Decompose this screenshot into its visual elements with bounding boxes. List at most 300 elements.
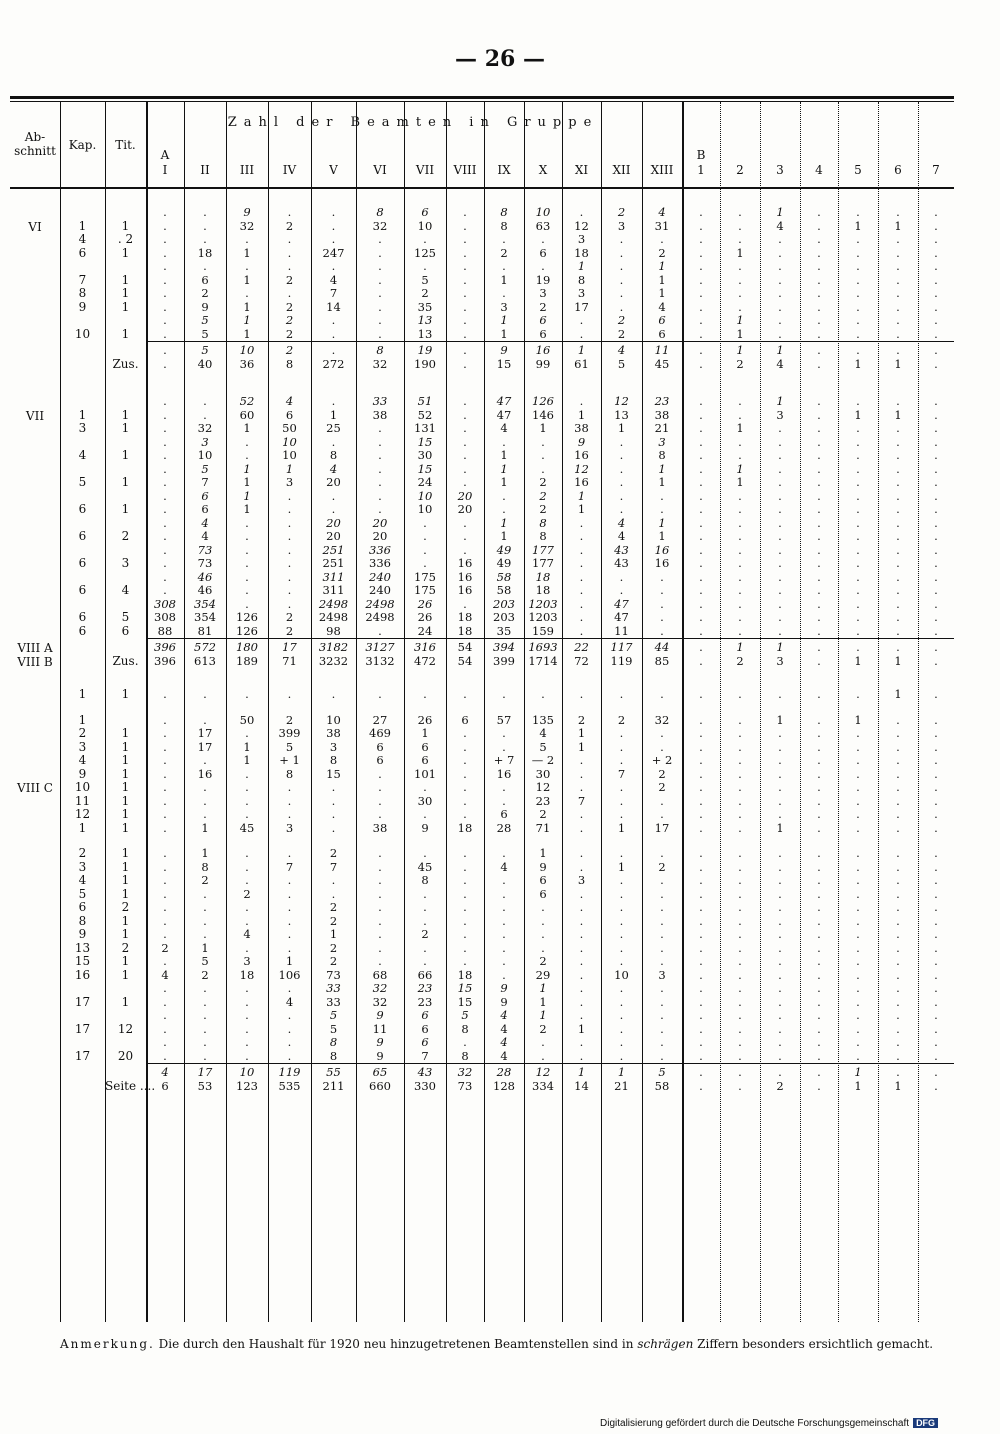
empty-cell-dot: . xyxy=(163,780,167,794)
table-cell: 1 xyxy=(500,461,508,476)
table-cell: 5 xyxy=(201,313,209,327)
empty-cell-dot: . xyxy=(856,886,860,901)
table-cell: 240 xyxy=(369,569,391,584)
empty-cell-dot: . xyxy=(738,569,742,584)
empty-cell-dot: . xyxy=(619,846,624,860)
empty-cell-dot: . xyxy=(287,286,292,300)
empty-cell-dot: . xyxy=(778,461,782,476)
header-rule xyxy=(10,187,954,189)
row-kap: 10 xyxy=(74,326,91,341)
table-cell: 8 xyxy=(421,873,429,887)
empty-cell-dot: . xyxy=(378,807,382,821)
row-tit: 2 xyxy=(121,940,130,955)
empty-cell-dot: . xyxy=(203,407,207,422)
table-cell: 10 xyxy=(326,712,341,727)
empty-cell-dot: . xyxy=(463,596,467,611)
empty-cell-dot: . xyxy=(378,780,382,794)
empty-cell-dot: . xyxy=(934,356,938,371)
empty-cell-dot: . xyxy=(378,299,382,314)
row-tit: 1 xyxy=(121,913,130,928)
empty-cell-dot: . xyxy=(660,913,664,928)
empty-cell-dot: . xyxy=(896,488,900,503)
empty-cell-dot: . xyxy=(331,780,336,794)
empty-cell-dot: . xyxy=(287,913,292,928)
empty-cell-dot: . xyxy=(287,596,292,611)
empty-cell-dot: . xyxy=(934,873,938,887)
empty-cell-dot: . xyxy=(856,820,860,835)
empty-cell-dot: . xyxy=(463,687,467,701)
table-cell: 1 xyxy=(243,475,251,489)
empty-cell-dot: . xyxy=(856,940,860,955)
empty-cell-dot: . xyxy=(579,687,584,701)
empty-cell-dot: . xyxy=(699,205,703,219)
header-col-3: 3 xyxy=(776,163,784,177)
empty-cell-dot: . xyxy=(896,954,900,968)
empty-cell-dot: . xyxy=(934,726,938,740)
empty-cell-dot: . xyxy=(378,272,382,287)
empty-cell-dot: . xyxy=(541,434,545,449)
table-cell: 1 xyxy=(243,245,251,260)
header-col-IV: IV xyxy=(282,163,297,177)
empty-cell-dot: . xyxy=(738,529,742,543)
footnote-lead: Anmerkung. xyxy=(60,1337,155,1351)
table-cell: 12 xyxy=(535,1065,551,1079)
table-cell: 177 xyxy=(532,542,554,557)
empty-cell-dot: . xyxy=(245,596,249,611)
table-cell: 98 xyxy=(326,623,341,638)
table-cell: 38 xyxy=(372,407,388,422)
table-cell: 24 xyxy=(417,475,433,489)
row-kap: 17 xyxy=(74,1048,91,1063)
section-label: VIII C xyxy=(17,781,53,795)
empty-cell-dot: . xyxy=(163,886,167,901)
empty-cell-dot: . xyxy=(934,394,938,408)
empty-cell-dot: . xyxy=(463,766,467,781)
table-cell: 5 xyxy=(201,461,209,476)
empty-cell-dot: . xyxy=(699,394,703,408)
empty-cell-dot: . xyxy=(817,820,821,835)
table-cell: 2 xyxy=(776,1078,784,1093)
empty-cell-dot: . xyxy=(778,488,782,503)
empty-cell-dot: . xyxy=(778,569,782,584)
table-cell: 123 xyxy=(236,1078,258,1093)
row-tit: 1 xyxy=(121,421,130,435)
empty-cell-dot: . xyxy=(738,583,742,597)
row-kap: 4 xyxy=(78,448,87,462)
table-cell: 1 xyxy=(894,218,902,233)
table-cell: 38 xyxy=(372,820,388,835)
empty-cell-dot: . xyxy=(817,994,821,1009)
empty-cell-dot: . xyxy=(287,556,292,570)
table-cell: 38 xyxy=(574,421,589,435)
table-cell: 3 xyxy=(577,232,586,246)
empty-cell-dot: . xyxy=(699,726,703,740)
empty-cell-dot: . xyxy=(619,954,624,968)
table-cell: 189 xyxy=(236,653,258,668)
table-cell: 3 xyxy=(658,434,666,449)
table-cell: 175 xyxy=(414,569,436,584)
empty-cell-dot: . xyxy=(463,873,467,887)
table-cell: 49 xyxy=(496,556,512,570)
empty-cell-dot: . xyxy=(738,272,742,287)
table-cell: 50 xyxy=(282,421,297,435)
empty-cell-dot: . xyxy=(287,793,292,808)
table-cell: 2 xyxy=(201,286,209,300)
table-cell: 5 xyxy=(329,1021,338,1036)
table-cell: 51 xyxy=(417,394,433,408)
table-cell: 20 xyxy=(326,529,341,543)
empty-cell-dot: . xyxy=(934,205,938,219)
empty-cell-dot: . xyxy=(699,461,703,476)
empty-cell-dot: . xyxy=(738,1008,742,1022)
empty-cell-dot: . xyxy=(660,583,664,597)
empty-cell-dot: . xyxy=(738,1048,742,1063)
table-cell: 1 xyxy=(617,859,626,874)
table-cell: 1 xyxy=(617,421,626,435)
empty-cell-dot: . xyxy=(817,712,821,727)
empty-cell-dot: . xyxy=(579,596,584,611)
empty-cell-dot: . xyxy=(856,623,860,638)
table-cell: 334 xyxy=(532,1078,554,1093)
row-kap: 6 xyxy=(78,583,87,597)
row-kap: 6 xyxy=(78,623,87,638)
table-cell: 2 xyxy=(329,846,338,860)
empty-cell-dot: . xyxy=(245,981,249,995)
empty-cell-dot: . xyxy=(778,434,782,449)
empty-cell-dot: . xyxy=(699,407,703,422)
table-cell: 330 xyxy=(414,1078,436,1093)
empty-cell-dot: . xyxy=(817,623,821,638)
row-tit: 1 xyxy=(121,218,130,233)
empty-cell-dot: . xyxy=(856,434,860,449)
empty-cell-dot: . xyxy=(856,232,860,246)
empty-cell-dot: . xyxy=(699,1065,703,1079)
table-cell: 24 xyxy=(417,623,433,638)
empty-cell-dot: . xyxy=(660,502,664,516)
row-kap: 6 xyxy=(78,556,87,570)
empty-cell-dot: . xyxy=(287,1021,292,1036)
header-col-VII: VII xyxy=(415,163,435,177)
empty-cell-dot: . xyxy=(778,596,782,611)
row-tit: . 2 xyxy=(117,232,134,246)
table-cell: 336 xyxy=(369,556,391,570)
empty-cell-dot: . xyxy=(778,515,782,530)
header-col-V: V xyxy=(329,163,338,177)
empty-cell-dot: . xyxy=(163,873,167,887)
empty-cell-dot: . xyxy=(331,434,336,449)
empty-cell-dot: . xyxy=(463,407,467,422)
table-cell: 10 xyxy=(614,967,629,982)
table-cell: 58 xyxy=(496,569,512,584)
empty-cell-dot: . xyxy=(896,859,900,874)
empty-cell-dot: . xyxy=(934,556,938,570)
empty-cell-dot: . xyxy=(245,913,249,928)
table-cell: 18 xyxy=(535,583,551,597)
empty-cell-dot: . xyxy=(817,640,821,654)
row-tit: 1 xyxy=(121,245,130,260)
empty-cell-dot: . xyxy=(778,623,782,638)
empty-cell-dot: . xyxy=(660,873,664,887)
empty-cell-dot: . xyxy=(856,205,860,219)
empty-cell-dot: . xyxy=(660,900,664,914)
table-cell: 54 xyxy=(457,640,473,654)
empty-cell-dot: . xyxy=(856,793,860,808)
table-cell: 180 xyxy=(236,640,258,654)
table-cell: + 7 xyxy=(493,753,515,767)
table-cell: 8 xyxy=(500,218,508,233)
empty-cell-dot: . xyxy=(699,807,703,821)
empty-cell-dot: . xyxy=(502,886,506,901)
table-cell: 1 xyxy=(776,394,784,408)
empty-cell-dot: . xyxy=(817,502,821,516)
empty-cell-dot: . xyxy=(463,448,467,462)
empty-cell-dot: . xyxy=(738,967,742,982)
empty-cell-dot: . xyxy=(738,542,742,557)
table-cell: 17 xyxy=(654,820,670,835)
table-cell: 8 xyxy=(461,1048,469,1063)
empty-cell-dot: . xyxy=(378,913,382,928)
empty-cell-dot: . xyxy=(203,807,207,821)
row-kap: 10 xyxy=(74,780,91,794)
row-tit: 1 xyxy=(121,766,130,781)
empty-cell-dot: . xyxy=(817,245,821,260)
table-cell: 10 xyxy=(535,205,551,219)
table-cell: 4 xyxy=(161,1065,169,1079)
empty-cell-dot: . xyxy=(699,766,703,781)
empty-cell-dot: . xyxy=(579,313,584,327)
empty-cell-dot: . xyxy=(856,927,860,941)
table-cell: 50 xyxy=(239,712,255,727)
table-cell: 20 xyxy=(457,502,473,516)
table-cell: 1 xyxy=(285,954,294,968)
empty-cell-dot: . xyxy=(896,967,900,982)
table-cell: 3 xyxy=(577,286,586,300)
empty-cell-dot: . xyxy=(619,900,624,914)
empty-cell-dot: . xyxy=(163,218,167,233)
table-cell: 61 xyxy=(574,356,589,371)
empty-cell-dot: . xyxy=(331,232,336,246)
empty-cell-dot: . xyxy=(934,954,938,968)
table-cell: 135 xyxy=(532,712,554,727)
empty-cell-dot: . xyxy=(856,954,860,968)
empty-cell-dot: . xyxy=(163,583,167,597)
table-cell: 3182 xyxy=(318,640,349,654)
empty-cell-dot: . xyxy=(619,994,624,1009)
empty-cell-dot: . xyxy=(699,793,703,808)
table-cell: 29 xyxy=(535,967,551,982)
empty-cell-dot: . xyxy=(856,967,860,982)
table-cell: 43 xyxy=(614,542,629,557)
table-cell: 1 xyxy=(617,820,626,835)
table-cell: 17 xyxy=(197,739,213,754)
row-tit: 1 xyxy=(121,807,130,821)
row-tit: 1 xyxy=(121,753,130,767)
empty-cell-dot: . xyxy=(934,245,938,260)
table-cell: 6 xyxy=(539,326,547,341)
empty-cell-dot: . xyxy=(579,394,584,408)
empty-cell-dot: . xyxy=(502,873,506,887)
table-cell: 16 xyxy=(197,766,213,781)
empty-cell-dot: . xyxy=(896,394,900,408)
table-cell: 1 xyxy=(500,313,508,327)
empty-cell-dot: . xyxy=(738,981,742,995)
table-cell: 4 xyxy=(500,1008,508,1022)
empty-cell-dot: . xyxy=(778,913,782,928)
empty-cell-dot: . xyxy=(817,927,821,941)
empty-cell-dot: . xyxy=(287,515,292,530)
empty-cell-dot: . xyxy=(163,356,167,371)
subtotal-rule xyxy=(146,638,954,639)
empty-cell-dot: . xyxy=(896,981,900,995)
empty-cell-dot: . xyxy=(163,502,167,516)
header-col-I: I xyxy=(162,163,168,177)
table-cell: 1 xyxy=(894,407,902,422)
empty-cell-dot: . xyxy=(245,259,249,273)
empty-cell-dot: . xyxy=(699,1048,703,1063)
table-cell: — 2 xyxy=(531,753,555,767)
row-tit: 2 xyxy=(121,900,130,914)
empty-cell-dot: . xyxy=(738,994,742,1009)
table-cell: 2 xyxy=(539,807,547,821)
empty-cell-dot: . xyxy=(856,326,860,341)
empty-cell-dot: . xyxy=(502,232,506,246)
empty-cell-dot: . xyxy=(463,846,467,860)
empty-cell-dot: . xyxy=(463,205,467,219)
table-cell: 5 xyxy=(201,954,209,968)
empty-cell-dot: . xyxy=(934,529,938,543)
row-kap: 13 xyxy=(74,940,91,955)
table-cell: 71 xyxy=(282,653,297,668)
table-cell: 38 xyxy=(654,407,670,422)
table-cell: 1 xyxy=(854,407,862,422)
empty-cell-dot: . xyxy=(463,394,467,408)
empty-cell-dot: . xyxy=(245,859,249,874)
empty-cell-dot: . xyxy=(378,259,382,273)
empty-cell-dot: . xyxy=(502,286,506,300)
empty-cell-dot: . xyxy=(463,739,467,754)
empty-cell-dot: . xyxy=(856,687,860,701)
empty-cell-dot: . xyxy=(619,927,624,941)
empty-cell-dot: . xyxy=(579,807,584,821)
empty-cell-dot: . xyxy=(203,1035,207,1049)
empty-cell-dot: . xyxy=(463,232,467,246)
empty-cell-dot: . xyxy=(738,846,742,860)
table-cell: 15 xyxy=(457,994,473,1009)
empty-cell-dot: . xyxy=(778,542,782,557)
empty-cell-dot: . xyxy=(619,793,624,808)
empty-cell-dot: . xyxy=(778,927,782,941)
table-cell: 18 xyxy=(457,967,473,982)
empty-cell-dot: . xyxy=(203,218,207,233)
empty-cell-dot: . xyxy=(203,394,207,408)
empty-cell-dot: . xyxy=(619,687,624,701)
empty-cell-dot: . xyxy=(660,1048,664,1063)
table-cell: 17 xyxy=(197,1065,213,1079)
empty-cell-dot: . xyxy=(778,313,782,327)
table-cell: 9 xyxy=(539,859,547,874)
empty-cell-dot: . xyxy=(287,780,292,794)
empty-cell-dot: . xyxy=(934,475,938,489)
empty-cell-dot: . xyxy=(163,927,167,941)
empty-cell-dot: . xyxy=(660,610,664,624)
table-cell: 2 xyxy=(617,313,626,327)
empty-cell-dot: . xyxy=(541,900,545,914)
table-cell: 32 xyxy=(239,218,255,233)
empty-cell-dot: . xyxy=(896,640,900,654)
row-kap: 9 xyxy=(78,299,87,314)
table-cell: 3127 xyxy=(365,640,395,654)
empty-cell-dot: . xyxy=(463,940,467,955)
empty-cell-dot: . xyxy=(934,653,938,668)
empty-cell-dot: . xyxy=(856,299,860,314)
table-cell: 469 xyxy=(369,726,391,740)
table-cell: 32 xyxy=(457,1065,473,1079)
empty-cell-dot: . xyxy=(934,299,938,314)
empty-cell-dot: . xyxy=(245,873,249,887)
empty-cell-dot: . xyxy=(660,623,664,638)
table-cell: 1 xyxy=(329,407,338,422)
table-cell: 73 xyxy=(457,1078,473,1093)
empty-cell-dot: . xyxy=(934,583,938,597)
empty-cell-dot: . xyxy=(163,793,167,808)
empty-cell-dot: . xyxy=(423,259,427,273)
empty-cell-dot: . xyxy=(245,780,249,794)
table-cell: 1 xyxy=(658,475,666,489)
row-kap: 2 xyxy=(78,846,87,860)
empty-cell-dot: . xyxy=(287,259,292,273)
empty-cell-dot: . xyxy=(287,1048,292,1063)
empty-cell-dot: . xyxy=(203,259,207,273)
table-cell: 1 xyxy=(736,245,744,260)
empty-cell-dot: . xyxy=(502,940,506,955)
table-cell: 15 xyxy=(417,434,433,449)
table-cell: 16 xyxy=(457,583,473,597)
empty-cell-dot: . xyxy=(245,556,249,570)
table-cell: 5 xyxy=(201,343,209,357)
empty-cell-dot: . xyxy=(163,461,167,476)
row-kap: 6 xyxy=(78,502,87,516)
empty-cell-dot: . xyxy=(856,981,860,995)
table-cell: 1 xyxy=(894,653,902,668)
table-cell: 47 xyxy=(614,596,629,611)
empty-cell-dot: . xyxy=(817,529,821,543)
empty-cell-dot: . xyxy=(738,940,742,955)
table-cell: 6 xyxy=(161,1078,169,1093)
empty-cell-dot: . xyxy=(378,245,382,260)
empty-cell-dot: . xyxy=(934,687,938,701)
table-cell: 5 xyxy=(461,1008,469,1022)
empty-cell-dot: . xyxy=(163,807,167,821)
empty-cell-dot: . xyxy=(287,245,292,260)
empty-cell-dot: . xyxy=(699,873,703,887)
empty-cell-dot: . xyxy=(245,687,249,701)
empty-cell-dot: . xyxy=(163,712,167,727)
empty-cell-dot: . xyxy=(738,793,742,808)
empty-cell-dot: . xyxy=(896,726,900,740)
empty-cell-dot: . xyxy=(856,859,860,874)
empty-cell-dot: . xyxy=(579,623,584,638)
empty-cell-dot: . xyxy=(817,653,821,668)
table-cell: 12 xyxy=(574,461,589,476)
table-cell: 119 xyxy=(278,1065,301,1079)
row-kap: 1 xyxy=(78,712,87,727)
table-cell: 311 xyxy=(322,569,345,584)
empty-cell-dot: . xyxy=(287,846,292,860)
row-tit: 1 xyxy=(121,475,130,489)
table-cell: 2 xyxy=(617,326,626,341)
empty-cell-dot: . xyxy=(934,793,938,808)
table-cell: 4 xyxy=(539,726,547,740)
